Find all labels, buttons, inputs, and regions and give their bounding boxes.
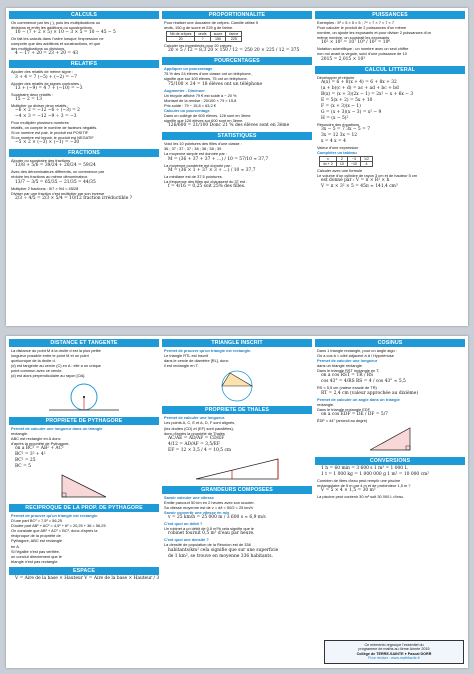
text-line: Si ce nombre est impair, le produit est NEGATIF xyxy=(11,135,94,141)
footer-line: Ce mémento regroupe l'essentiel du xyxy=(364,642,424,647)
text-line: V = π × 3² × 5 = 45π ≈ 141,4 cm³ xyxy=(321,184,398,190)
text-line: rectangle. xyxy=(317,401,335,407)
text-line: Montant de la remise : 20/100 × 79 = 15,8 xyxy=(164,97,237,103)
text-line: On constate que AB² + AC² = BC², donc d'après la xyxy=(11,528,98,534)
page1-column-3 xyxy=(315,11,465,323)
thales-figure xyxy=(162,455,312,483)
table-cell: œufs xyxy=(195,32,210,37)
table-cell: 225 xyxy=(226,37,242,42)
value-table xyxy=(166,31,242,42)
formula-line: AC/AE = AD/AF = CD/EF xyxy=(168,435,225,441)
section-conversions xyxy=(315,457,465,499)
formula-line: E = 5(x + 2) = 5x + 10 xyxy=(321,97,373,103)
formula-line: BC = 5 xyxy=(15,463,31,469)
table-cell: x xyxy=(320,156,337,161)
formula-line: M = (36 + 37 + 37 + …) / 10 = 57/10 ≈ 37,7 xyxy=(168,156,269,162)
formula-line: 15 − 2 = 13 xyxy=(15,96,42,102)
text-line: nombre, on ajoute les exposants et pour diviser 2 puissances d'un xyxy=(317,30,431,36)
section-title: PROPORTIONNALITE xyxy=(162,11,312,19)
formula-line: 75/100 × 24 = 18 élèves ont un téléphone xyxy=(168,81,263,87)
section-propriete-de-pythagore xyxy=(9,417,159,501)
table-cell: sucre xyxy=(210,32,226,37)
text-line: Dans un collège de 600 élèves, 126 sont en 3ème xyxy=(164,113,251,119)
formula-line: 126/600 = 21/100 Donc 21 % des élèves sont en 3ème xyxy=(168,123,290,129)
text-line: Pour réaliser une douzaine de crêpes. Camille utilise 5 xyxy=(164,20,259,25)
text-line: Ajouter des relatifs de même signe : xyxy=(11,69,74,75)
text-line: RS ≈ 5,5 cm (valeur exacte de TR) xyxy=(317,385,377,391)
formula-line: v = 25 km/h = 25 000 m / 3 600 s ≈ 6,9 m/s xyxy=(168,515,266,521)
table-cell: 20 xyxy=(167,37,195,42)
formula-line: (a + b)(c + d) = ac + ad + bc + bd xyxy=(321,85,399,91)
text-line: D'une part BC² = 7,5² = 56,25 xyxy=(11,518,62,524)
memento-footer xyxy=(324,640,464,664)
text-line: (d) est alors perpendiculaire au rayon [OA]. xyxy=(11,373,86,379)
formula-line: A(x) = 6 + 8(x + 4) = 6 + 8x + 32 xyxy=(321,79,397,85)
table-cell: 4 xyxy=(361,161,373,166)
text-line: triangle n'est pas rectangle. xyxy=(11,558,59,564)
footer-line: programme de maths au 4ème Année 2015 xyxy=(358,647,430,652)
text-line: Permet de calculer une longueur. xyxy=(164,415,226,421)
text-line: Exemples : 5³ = 5 × 5 × 5 ; 7⁴ = 7 × 7 × 7 × 7 xyxy=(317,20,395,25)
text-line: On commence par les ( ), puis les multiplications ou xyxy=(11,20,101,25)
formula-line: on a cos R̂ST = TR / RS xyxy=(321,373,374,379)
page1-column-2 xyxy=(162,11,312,323)
pythagore-triangle-figure xyxy=(9,471,159,501)
text-line: (d) est tangente au cercle (C) en A : elle a un unique xyxy=(11,363,101,369)
footer-link[interactable]: Pour réviser : www.mathfacile.fr xyxy=(368,656,420,661)
text-line: Permet de calculer une longueur dans un triangle xyxy=(11,425,103,431)
formula-line: 1 h = 60 min = 3 600 s 1 m³ = 1 000 L xyxy=(321,465,408,471)
table-cell: farine xyxy=(226,32,242,37)
formula-line: F = (x + 3)(x − 1) xyxy=(321,103,361,109)
text-line: est donné par : V = π × R² × h xyxy=(321,178,390,184)
section-title: CONVERSIONS xyxy=(315,457,465,465)
formula-line: BC² = 25 xyxy=(15,457,36,463)
section-calcul-litteral xyxy=(315,66,465,191)
text-line: ABC est rectangle en A donc xyxy=(11,435,61,441)
text-line: des multiplications ou divisions. xyxy=(11,46,66,52)
text-line: non nul avant la virgule, suivi d'une puissance de 10 xyxy=(317,51,407,57)
section-title: FRACTIONS xyxy=(9,149,159,157)
formula-line: B(x) = (x + 3)(2x − 1) = 2x² − x + 6x − 3 xyxy=(321,91,414,97)
section-fractions xyxy=(9,149,159,201)
text-line: comporte que des additions et soustractions, et que xyxy=(11,41,101,47)
text-line: Permet de prouver qu'un triangle est rectangle. xyxy=(164,348,252,353)
text-line: rectangle. xyxy=(11,430,29,436)
table-cell: 150 xyxy=(210,37,226,42)
memento-page-2 xyxy=(6,336,468,668)
text-line: Permet de prouver qu'un triangle est rectangle. xyxy=(11,512,99,518)
table-cell: −3 xyxy=(347,156,360,161)
table-cell: ? xyxy=(195,37,210,42)
text-line: Développer et réduire xyxy=(317,74,355,80)
text-line: Dans le triangle rectangle EDF, xyxy=(317,406,371,412)
text-line: Pythagore, ABC est rectangle xyxy=(11,538,63,544)
formula-line: on a cos ÊDF = DE / DF = 5/7 xyxy=(321,411,388,417)
text-line: La moyenne simple est donnée par : xyxy=(164,151,227,157)
text-line: Ajouter des relatifs de signes contraires : xyxy=(11,80,82,86)
text-line: Voici les 10 pointures des filles d'une classe : xyxy=(164,141,242,147)
formula-line: 2015 = 2,015 × 10³ xyxy=(321,56,366,62)
text-line: Soustraire deux relatifs : xyxy=(11,91,53,97)
text-line: Savoir calculer une vitesse xyxy=(164,494,214,500)
section-title: STATISTIQUES xyxy=(162,132,312,140)
text-line: Dans 1 triangle rectangle, pour un angle aigu : xyxy=(317,348,397,353)
section-title: RECIPROQUE DE LA PROP. DE PYTHAGORE xyxy=(9,504,159,512)
formula-line: RT = 2,4 cm (valeur approchée au dixième) xyxy=(321,390,419,396)
text-line: Un robinet a un débit de 0,5 m³/h cela signifie que le xyxy=(164,526,254,532)
text-line: Les points A, C, E et A, D, F sont alignés, xyxy=(164,420,236,426)
text-line: Si l'égalité n'est pas vérifiée, xyxy=(11,548,60,554)
text-line: réciproque de la propriété de xyxy=(11,533,61,539)
section-title: COSINUS xyxy=(315,339,465,347)
memento-page-1 xyxy=(6,8,468,326)
text-line: rectangulaire de 5 m par 4 m et de profondeur 1,5 m ? xyxy=(317,483,411,489)
text-line: La densité de population de la Réunion est de 336 xyxy=(164,542,251,548)
text-line: On fait les calculs dans l'ordre lorsque l'expression ne xyxy=(11,36,104,42)
tangent-circle-figure xyxy=(9,380,159,414)
formula-line: 10 − (7 + 2 × 5) × 10 − 3 × 5 = 10 − 45 − 5 xyxy=(15,30,116,36)
formula-line: robinet fournit 0,5 m³ d'eau par heure. xyxy=(168,531,255,537)
formula-line: 10² × 10⁵ = 10⁷ 10⁹ / 10³ = 10⁶ xyxy=(321,40,391,46)
formula-line: habitants/km² cela signifie que sur une superficie xyxy=(168,547,279,553)
section-title: POURCENTAGES xyxy=(162,57,312,65)
text-line: Calculer un pourcentage xyxy=(164,107,210,113)
page2-column-2 xyxy=(162,339,312,665)
text-line: Sa vitesse moyenne est de v = d/t = 50/2 = 25 km/h xyxy=(164,504,253,510)
table-cell: 1/2 xyxy=(361,156,373,161)
section-puissances xyxy=(315,11,465,63)
text-line: point commun avec ce cercle. xyxy=(11,368,63,374)
table-cell: 10 xyxy=(336,161,347,166)
formula-line: 13 + (−9) = 4 7 + (−10) = −3 xyxy=(15,85,83,91)
text-line: signifie que 126 élèves sur 600 sont en 3ème. xyxy=(164,118,244,124)
section-calculs xyxy=(9,11,159,57)
formula-line: V = Aire de la base × Hauteur V = Aire de la base × Hauteur / 3 xyxy=(15,575,159,581)
section-pourcentages xyxy=(162,57,312,129)
section-relatifs xyxy=(9,60,159,146)
text-line: Pour multiplier plusieurs nombres xyxy=(11,119,69,125)
text-line: Multiplier 2 fractions : 5/7 × 9/4 = 45/28 xyxy=(11,185,79,191)
text-line: Emilie parcourt 50 km en 2 heures avec son scooter. xyxy=(164,499,255,505)
section-propriete-de-thales xyxy=(162,406,312,482)
formula-line: 4/12 = AD/AF = 3,5/EF xyxy=(168,441,220,447)
section-title: PROPRIETE DE THALES xyxy=(162,406,312,414)
text-line: Prix soldé : 79 − 15,8 = 63,2 € xyxy=(164,102,216,108)
value-table xyxy=(319,156,373,167)
formula-line: de 1 km², se trouve en moyenne 336 habitants. xyxy=(168,553,273,559)
section-title: DISTANCE ET TANGENTE xyxy=(9,339,159,347)
text-line: dans un triangle rectangle. xyxy=(317,363,363,369)
footer-line: Collège de TERRE-SAINTE ● Pascal DORR xyxy=(356,651,432,656)
text-line: Appliquer un pourcentage xyxy=(164,66,213,72)
text-line: Le volume d'un cylindre de rayon 3 cm et de hauteur 5 cm xyxy=(317,173,418,179)
formula-line: x = 4 x = 4 xyxy=(321,138,346,144)
table-cell: −10 xyxy=(347,161,360,166)
text-line: La moyenne pondérée est donnée par : xyxy=(164,162,233,168)
section-proportionnalite xyxy=(162,11,312,54)
section-title: RELATIFS xyxy=(9,60,159,68)
text-line: réduire les fractions au même dénominateur. xyxy=(11,174,88,180)
formula-line: EF = 12 × 3,5 / 4 = 10,5 cm xyxy=(168,447,232,453)
text-line: Pour calculer le produit de 2 puissances d'un même xyxy=(317,25,407,31)
text-line: La piscine peut contenir 30 m³ soit 30 000 L d'eau. xyxy=(317,494,404,500)
text-line: C'est quoi un débit ? xyxy=(164,521,203,527)
section-title: PROPRIETE DE PYTHAGORE xyxy=(9,417,159,425)
text-line: 36 ; 37 ; 37 ; 37 ; 38 ; 38 ; 38 ; 39 xyxy=(164,146,222,152)
text-line: relatifs, on compte le nombre de facteurs négatifs. xyxy=(11,124,98,130)
section-espace xyxy=(9,567,159,582)
text-line: D'autre part AB² + AC² = 4,5² + 6² = 20,25 + 36 = 56,25 xyxy=(11,523,106,529)
text-line: On a cos â = côté adjacent à â / Hypoténuse xyxy=(317,353,394,359)
text-line: Avec des dénominateurs différents, on commence par xyxy=(11,169,105,175)
text-line: Valeur d'une expression xyxy=(317,144,359,150)
text-line: 20 × 5 / 12 = 8,3 20 × 150 / 12 = 250 20 × 225 / 12 = 375 xyxy=(168,48,300,54)
text-line: Notation scientifique : un nombre avec un seul chiffre xyxy=(317,46,409,52)
formula-line: 3x − 5 = 7 3x − 5 = 7 xyxy=(321,126,370,132)
formula-line: V = 5 × 4 × 1,5 = 30 m³ xyxy=(321,488,376,494)
text-line: on conclut directement que le xyxy=(11,553,62,559)
section-statistiques xyxy=(162,132,312,190)
text-line: dans le cercle de diamètre [RL], donc xyxy=(164,358,229,364)
page2-column-3 xyxy=(315,339,465,624)
text-line: Savoir convertir une vitesse en m/s xyxy=(164,510,230,516)
text-line: (les droites (CD) et (EF) sont parallèles), xyxy=(164,425,234,431)
text-line: Augmenter - Diminuer xyxy=(164,87,205,93)
text-line: 75 % des 24 élèves d'une classe ont un téléphone, xyxy=(164,71,252,77)
cosinus-triangle-figure xyxy=(315,424,465,454)
text-line: signifie que sur 100 élèves, 75 ont un téléphone. xyxy=(164,76,248,82)
text-line: Combien de litres d'eau peut remplir une piscine xyxy=(317,477,401,483)
section-title: ESPACE xyxy=(9,567,159,575)
text-line: divisions et enfin les additions ou soustractions. xyxy=(11,25,93,31)
text-line: Le triangle RTL est inscrit xyxy=(164,353,208,359)
section-title: CALCUL LITTERAL xyxy=(315,66,465,74)
text-line: La médiane est de 37,5 pointures. xyxy=(164,173,223,179)
formula-line: 4 − 17 + 20 = 23 + 20 = 43 xyxy=(15,51,79,57)
section-cosinus xyxy=(315,339,465,454)
formula-line: 1 t = 1 000 kg = 1 000 000 g 1 m² = 10 000 cm² xyxy=(321,471,430,477)
section-title: TRIANGLE INSCRIT xyxy=(162,339,312,347)
section-title: CALCULS xyxy=(9,11,159,19)
text-line: Calculer avec une formule xyxy=(317,167,363,173)
formula-line: 13/7 − 3/5 = 65/35 − 21/35 = 44/35 xyxy=(15,179,96,185)
text-line: même nombre, on soustrait les exposants xyxy=(317,35,390,41)
page1-column-1 xyxy=(9,11,159,323)
text-line: La distance du point M à la droite d est la plus petite xyxy=(11,348,101,353)
formula-line: 3x = 12 3x = 12 xyxy=(321,132,358,138)
text-line: Compléter un tableau xyxy=(317,149,357,155)
text-line: en A. xyxy=(11,543,20,549)
formula-line: M = (36 × 1 + 37 × 3 + …) / 10 ≈ 37,7 xyxy=(168,167,256,173)
text-line: Si ce nombre est pair, le produit est POSITIF xyxy=(11,130,89,136)
formula-line: −4 × 3 = −12 −9 ÷ 3 = −3 xyxy=(15,113,77,119)
formula-line: 2/3 ÷ 4/5 = 2/3 × 5/4 = 10/12 fraction irréductible ? xyxy=(15,195,133,201)
section-grandeurs-composees xyxy=(162,486,312,560)
formula-line: H = (x − 5)² xyxy=(321,115,349,121)
formula-line: cos 43° = 4/RS RS = 4 / cos 43° ≈ 5,5 xyxy=(321,379,406,385)
text-line: Un tricycle affiché 79 € est soldé à − 20 % xyxy=(164,92,237,98)
section-triangle-inscrit xyxy=(162,339,312,403)
section-title: GRANDEURS COMPOSEES xyxy=(162,486,312,494)
text-line: Diviser par une fraction c'est multiplier par son inverse xyxy=(11,190,105,196)
text-line: Permet de calculer un angle dans un triangle xyxy=(317,396,400,402)
text-line: Multiplier ou diviser deux relatifs : xyxy=(11,102,69,108)
table-cell: 2 xyxy=(336,156,347,161)
formula-line: 13/8 + 5/6 = 39/24 + 20/24 = 59/24 xyxy=(15,163,96,169)
section-distance-et-tangente xyxy=(9,339,159,414)
formula-line: G = (x + 3)(x − 3) = x² − 9 xyxy=(321,109,382,115)
formula-line: 3 + 4 = 7 (−5) + (−2) = −7 xyxy=(15,74,77,80)
text-line: longueur possible entre le point M et un point xyxy=(11,353,89,359)
text-line: il est rectangle en T. xyxy=(164,363,199,369)
text-line: d'après la propriété de Pythagore, xyxy=(11,440,70,446)
table-cell: 4x + 2 xyxy=(320,161,337,166)
section-title: PUISSANCES xyxy=(315,11,465,19)
text-line: Calculer les ingrédients pour 20 crêpes. xyxy=(164,43,233,49)
table-cell: Nb de crêpes xyxy=(167,32,195,37)
formula-line: −6 × 2 = −12 −6 ÷ (−3) = 2 xyxy=(15,107,80,113)
section-reciproque-de-la-prop-de-pythagore xyxy=(9,504,159,564)
text-line: quelconque de la droite d. xyxy=(11,358,56,364)
text-line: ÊDF ≈ 44° (arrondi au degré) xyxy=(317,417,368,423)
text-line: Permet de calculer une longueur xyxy=(317,358,378,364)
text-line: C'est quoi une densité ? xyxy=(164,537,209,543)
inscribed-triangle-figure xyxy=(162,369,312,403)
text-line: Dans le triangle RST rectangle en T, xyxy=(317,368,380,374)
formula-line: f = 4/16 = 0,25 soit 25% des filles. xyxy=(168,183,246,189)
text-line: La fréquence des filles qui chaussent du 37 est : xyxy=(164,178,248,184)
formula-line: on a BC² = AB² + AC² xyxy=(15,445,64,451)
formula-line: −5 × 2 × (−3) × (−1) = −30 xyxy=(15,140,80,146)
text-line: Ajouter ou soustraire des fractions xyxy=(11,158,71,164)
text-line: œufs, 150 g de sucre et 225 g de farine. xyxy=(164,25,234,31)
text-line: donc d'après la propriété de Thalès xyxy=(164,430,225,436)
formula-line: BC² = 3² + 4² xyxy=(15,451,46,457)
page2-column-1 xyxy=(9,339,159,665)
text-line: Résoudre des équations xyxy=(317,121,360,127)
